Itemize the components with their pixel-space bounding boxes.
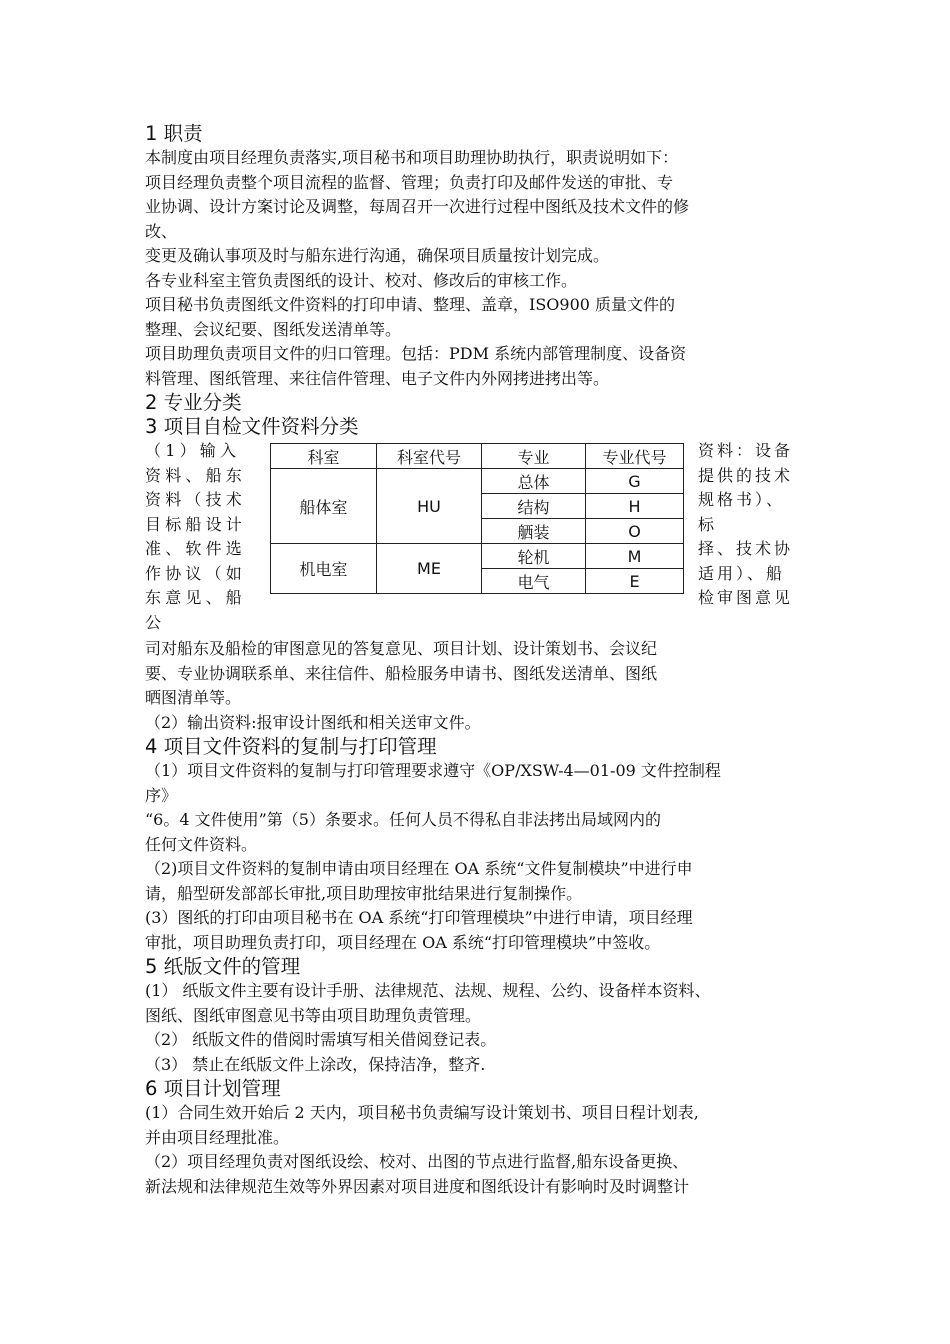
table-header-cell: 专业代号	[586, 444, 684, 469]
paragraph-line: 要、专业协调联系单、来往信件、船检服务申请书、图纸发送清单、图纸	[145, 663, 658, 683]
table-header-cell: 科室代号	[377, 444, 482, 469]
text-line: 检审图意见	[698, 588, 794, 607]
text-line: 择、技术协	[698, 539, 794, 558]
section-4-body	[145, 759, 810, 955]
text-line: 资料：设备	[698, 441, 794, 460]
specialty-code-cell: H	[586, 494, 684, 519]
text-line: （1）输入	[145, 441, 241, 460]
document-page	[145, 122, 810, 1199]
section-1-body	[145, 146, 810, 391]
specialty-cell: 结构	[482, 494, 586, 519]
text-line: 作协议（如	[145, 563, 247, 583]
paragraph-line: 新法规和法律规范生效等外界因素对项目进度和图纸设计有影响时及时调整计	[145, 1176, 690, 1196]
dept-code-cell: HU	[377, 469, 482, 544]
text-line: 标	[698, 514, 718, 534]
paragraph-line: 序》	[145, 785, 178, 805]
text-line: 资料（技术	[145, 490, 247, 509]
specialty-cell: 轮机	[482, 544, 586, 569]
paragraph-line: 任何文件资料。	[145, 834, 258, 854]
paragraph-line: 各专业科室主管负责图纸的设计、校对、修改后的审核工作。	[145, 270, 578, 290]
paragraph-line: (1） 纸版文件主要有设计手册、法律规范、法规、规程、公约、设备样本资料、	[145, 981, 711, 1000]
specialty-cell: 电气	[482, 569, 586, 594]
paragraph-line: （2） 纸版文件的借阅时需填写相关借阅登记表。	[145, 1030, 497, 1049]
specialty-code-cell: O	[586, 519, 684, 544]
paragraph-line: 请，船型研发部部长审批,项目助理按审批结果进行复制操作。	[145, 883, 583, 903]
paragraph-line: 整理、会议纪要、图纸发送清单等。	[145, 319, 402, 339]
paragraph-line: 晒图清单等。	[145, 688, 242, 707]
specialty-code-cell: M	[586, 544, 684, 569]
dept-code-cell: ME	[377, 544, 482, 594]
paragraph-line: 项目秘书负责图纸文件资料的打印申请、整理、盖章，ISO900 质量文件的	[145, 295, 676, 314]
section-3-heading: 3 项目自检文件资料分类	[145, 415, 359, 438]
section-5-body	[145, 979, 810, 1077]
paragraph-line: （2）项目经理负责对图纸设绘、校对、出图的节点进行监督,船东设备更换、	[145, 1152, 689, 1171]
text-line: 目标船设计	[145, 514, 247, 534]
table-row	[271, 469, 684, 494]
specialty-cell: 舾装	[482, 519, 586, 544]
specialty-code-cell: G	[586, 469, 684, 494]
paragraph-line: (1）合同生效开始后 2 天内，项目秘书负责编写设计策划书、项目日程计划表,	[145, 1103, 699, 1122]
specialty-code-cell: E	[586, 569, 684, 594]
paragraph-line: （3） 禁止在纸版文件上涂改，保持洁净，整齐.	[145, 1054, 486, 1074]
paragraph-line: (3）图纸的打印由项目秘书在 OA 系统“打印管理模块”中进行申请，项目经理	[145, 908, 693, 927]
paragraph-line: 项目助理负责项目文件的归口管理。包括：PDM 系统内部管理制度、设备资	[145, 344, 687, 363]
section-1-heading: 1 职责	[145, 122, 203, 145]
dept-cell: 机电室	[271, 544, 377, 594]
paragraph-line: （2)项目文件资料的复制申请由项目经理在 OA 系统“文件复制模块”中进行申	[145, 859, 693, 878]
paragraph-line: 项目经理负责整个项目流程的监督、管理；负责打印及邮件发送的审批、专	[145, 172, 674, 192]
table-header-cell: 专业	[482, 444, 586, 469]
paragraph-line: 本制度由项目经理负责落实,项目秘书和项目助理协助执行，职责说明如下：	[145, 148, 679, 167]
paragraph-line: 并由项目经理批准。	[145, 1127, 290, 1147]
table-row	[271, 544, 684, 569]
paragraph-line: （2）输出资料:报审设计图纸和相关送审文件。	[145, 712, 481, 732]
paragraph-line: 变更及确认事项及时与船东进行沟通，确保项目质量按计划完成。	[145, 246, 610, 265]
text-line: 公	[145, 612, 166, 632]
paragraph-line: “6。4 文件使用”第（5）条要求。任何人员不得私自非法拷出局域网内的	[145, 810, 661, 829]
paragraph-line: 审批，项目助理负责打印，项目经理在 OA 系统“打印管理模块”中签收。	[145, 932, 661, 952]
section-4-heading: 4 项目文件资料的复制与打印管理	[145, 735, 437, 758]
paragraph-line: 改、	[145, 221, 178, 241]
classification-block	[145, 439, 810, 637]
text-line: 规格书）、	[698, 490, 786, 509]
section-6-heading: 6 项目计划管理	[145, 1077, 281, 1100]
text-line: 提供的技术	[698, 465, 794, 485]
paragraph-line: 料管理、图纸管理、来往信件管理、电子文件内外网拷进拷出等。	[145, 368, 610, 388]
paragraph-line: 图纸、图纸审图意见书等由项目助理负责管理。	[145, 1005, 482, 1025]
paragraph-line: （1）项目文件资料的复制与打印管理要求遵守《OP/XSW-4—01-09 文件控制程	[145, 761, 721, 780]
table-header-row	[271, 444, 684, 469]
paragraph-line: 业协调、设计方案讨论及调整，每周召开一次进行过程中图纸及技术文件的修	[145, 197, 690, 216]
paragraph-line: 司对船东及船检的审图意见的答复意见、项目计划、设计策划书、会议纪	[145, 639, 658, 658]
dept-cell: 船体室	[271, 469, 377, 544]
department-code-table	[270, 443, 684, 594]
text-line: 适用）、船	[698, 563, 786, 583]
section-2-heading: 2 专业分类	[145, 391, 242, 414]
input-materials-text-left	[145, 439, 257, 635]
text-line: 资料、船东	[145, 465, 247, 485]
input-materials-text-right	[698, 439, 810, 611]
section-5-heading: 5 纸版文件的管理	[145, 955, 301, 978]
specialty-cell: 总体	[482, 469, 586, 494]
text-line: 东意见、船	[145, 588, 247, 607]
text-line: 准、软件选	[145, 539, 247, 558]
table-header-cell: 科室	[271, 444, 377, 469]
section-6-body	[145, 1101, 810, 1199]
section-3-body	[145, 637, 810, 735]
